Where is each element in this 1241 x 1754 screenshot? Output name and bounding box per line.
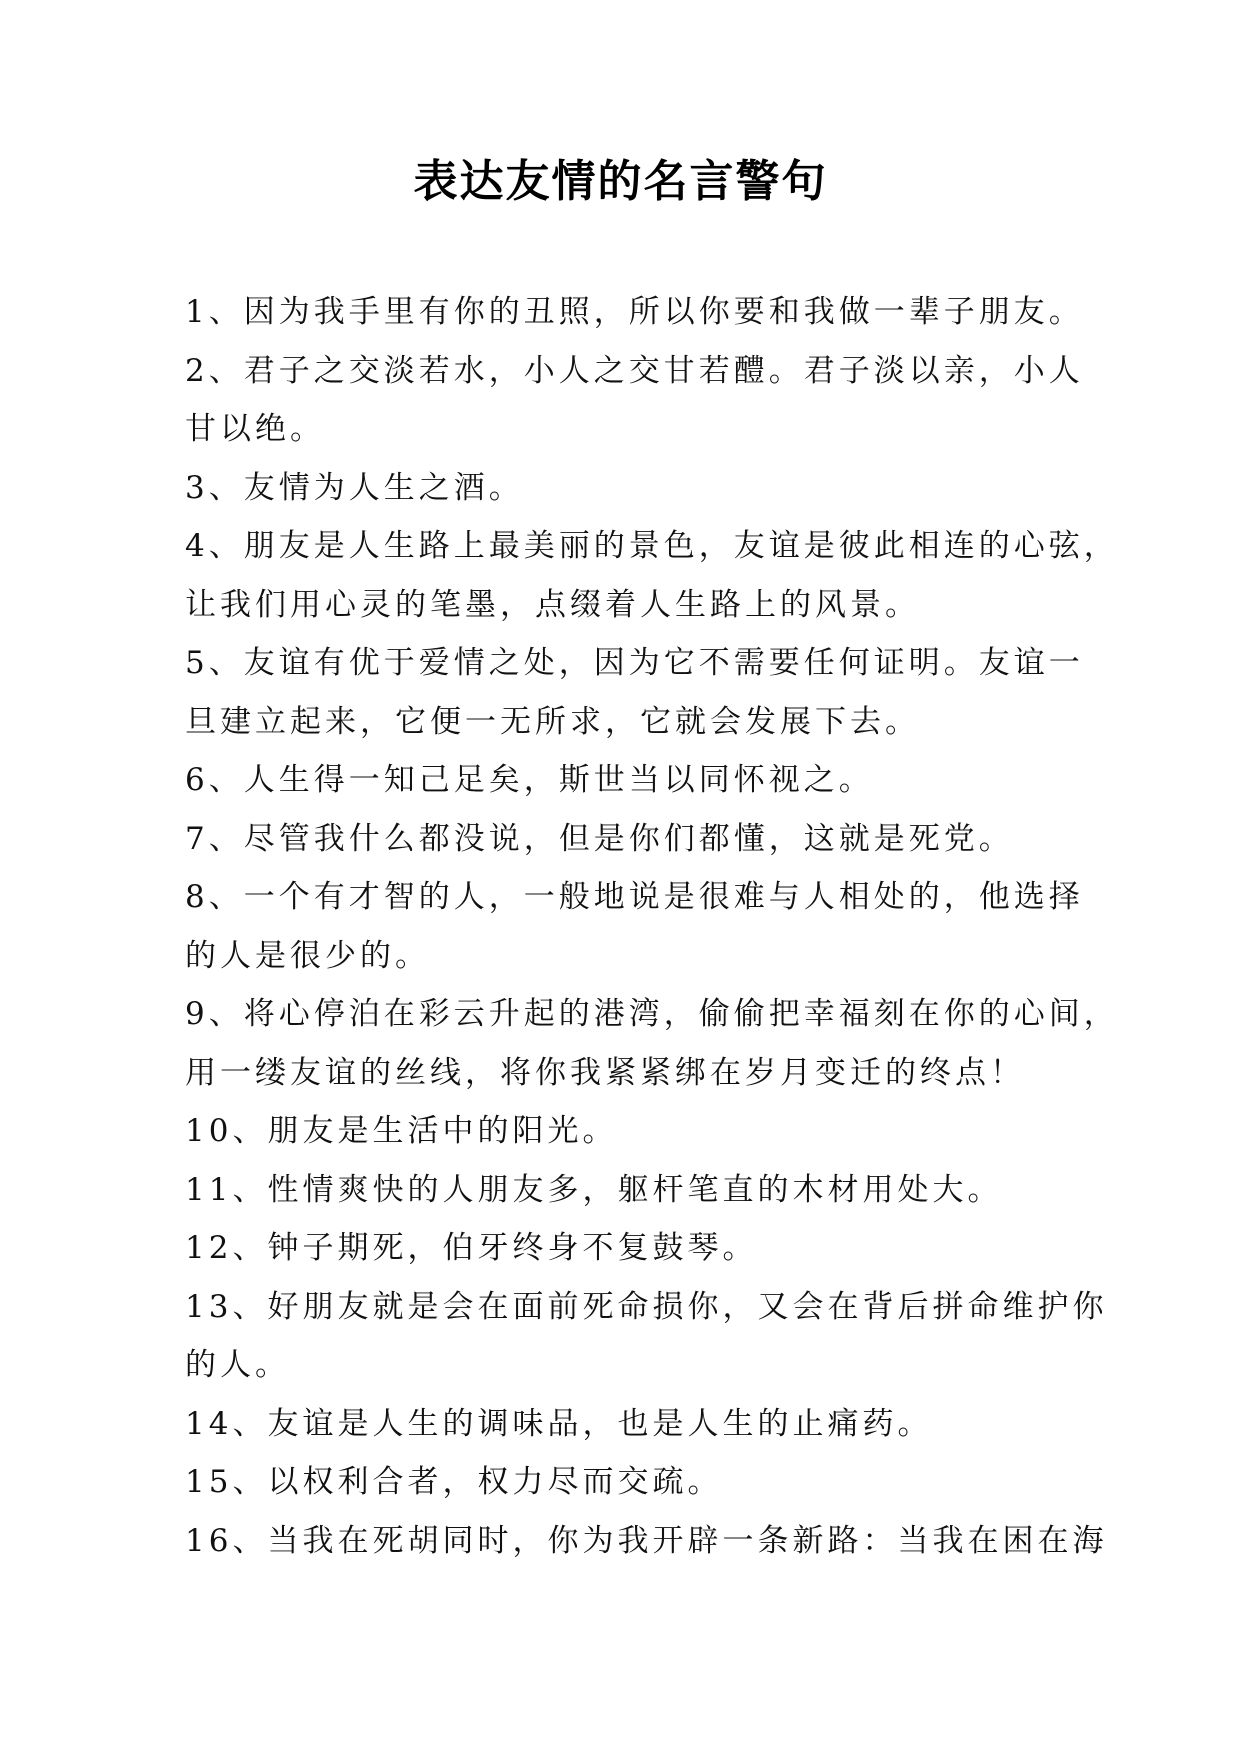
text-line: 16、当我在死胡同时，你为我开辟一条新路：当我在困在海 (185, 1522, 1108, 1559)
text-line: 8、一个有才智的人，一般地说是很难与人相处的，他选择 (185, 879, 1084, 915)
text-line: 的人。 (185, 1347, 290, 1383)
text-line: 1、因为我手里有你的丑照，所以你要和我做一辈子朋友。 (185, 294, 1084, 330)
text-line: 的人是很少的。 (185, 937, 430, 974)
text-line: 6、人生得一知己足矣，斯世当以同怀视之。 (185, 762, 874, 798)
document-body (185, 283, 1119, 1570)
text-line: 9、将心停泊在彩云升起的港湾，偷偷把幸福刻在你的心间， (185, 996, 1119, 1032)
text-line: 12、钟子期死，伯牙终身不复鼓琴。 (185, 1230, 758, 1266)
text-line: 11、性情爽快的人朋友多，躯杆笔直的木材用处大。 (185, 1171, 1003, 1208)
text-line: 让我们用心灵的笔墨，点缀着人生路上的风景。 (185, 586, 920, 623)
text-line: 旦建立起来，它便一无所求，它就会发展下去。 (185, 703, 920, 740)
text-line: 14、友谊是人生的调味品，也是人生的止痛药。 (185, 1405, 933, 1442)
text-line: 5、友谊有优于爱情之处，因为它不需要任何证明。友谊一 (185, 645, 1084, 681)
text-line: 13、好朋友就是会在面前死命损你，又会在背后拼命维护你 (185, 1288, 1108, 1325)
text-line: 7、尽管我什么都没说，但是你们都懂，这就是死党。 (185, 820, 1014, 857)
text-line: 15、以权利合者，权力尽而交疏。 (185, 1464, 723, 1500)
text-line: 4、朋友是人生路上最美丽的景色，友谊是彼此相连的心弦， (185, 528, 1119, 564)
text-line: 2、君子之交淡若水，小人之交甘若醴。君子淡以亲，小人 (185, 352, 1084, 389)
text-line: 用一缕友谊的丝线，将你我紧紧绑在岁月变迁的终点！ (185, 1054, 1025, 1091)
document-title: 表达友情的名言警句 (413, 156, 828, 207)
text-line: 10、朋友是生活中的阳光。 (185, 1113, 618, 1149)
text-line: 甘以绝。 (185, 411, 325, 447)
text-line: 3、友情为人生之酒。 (185, 469, 524, 506)
